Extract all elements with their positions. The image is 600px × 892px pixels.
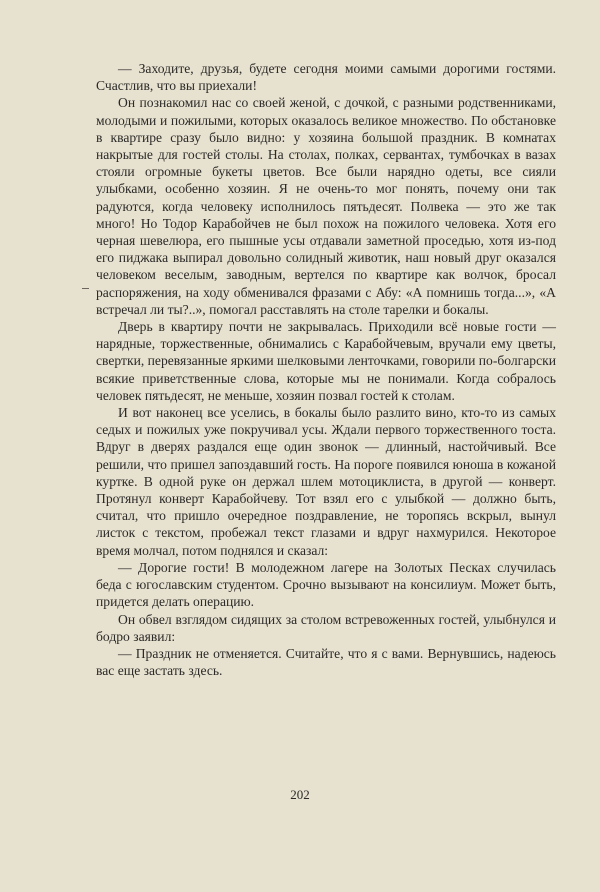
paragraph: И вот наконец все уселись, в бокалы было разлито вино, кто-то из самых седых и пожилых уже покручивал усы. Ждали первого торжественного тоста. Вдруг в дверях раздался еще один звонок — длинный, настойчивый. Все решили, что пришел запоздавший гость. На пороге появился юноша в кожаной куртке. В одной руке он держал шлем мотоциклиста, в другой — конверт. Протянул конверт Карабойчеву. Тот взял его с улыбкой — должно быть, считал, что пришло очередное поздравление, не торопясь вскрыл, вынул листок с текстом, пробежал текст глазами и вдруг нахмурился. Некоторое время молчал, потом поднялся и сказал: xyxy=(96,405,556,558)
page-body-text xyxy=(96,60,556,679)
paragraph: Он обвел взглядом сидящих за столом встревоженных гостей, улыбнулся и бодро заявил: xyxy=(96,611,556,644)
paragraph: — Дорогие гости! В молодежном лагере на Золотых Песках случилась беда с югославским студентом. Срочно вызывают на консилиум. Может быть, придется делать операцию. xyxy=(96,559,556,610)
paragraph: — Праздник не отменяется. Считайте, что я с вами. Вернувшись, надеюсь вас еще застать здесь. xyxy=(96,645,556,679)
paragraph: — Заходите, друзья, будете сегодня моими самыми дорогими гостями. Счастлив, что вы приехали! xyxy=(96,61,556,94)
paragraph: Он познакомил нас со своей женой, с дочкой, с разными родственниками, молодыми и пожилыми, которых оказалось великое множество. По обстановке в квартире сразу было видно: у хозяина большой праздник. В комнатах накрытые для гостей столы. На столах, полках, сервантах, тумбочках в вазах стояли огромные букеты цветов. Все были нарядно одеты, все сияли улыбками, особенно хозяин. Я не очень-то мог понять, почему они так радуются, когда человеку исполнилось пятьдесят. Полвека — это же так много! Но Тодор Карабойчев не был похож на пожилого человека. Хотя его черная шевелюра, его пышные усы отдавали заметной проседью, хотя из-под его пиджака выпирал довольно солидный животик, наш новый друг оказался человеком веселым, заводным, вертелся по квартире как волчок, бросал распоряжения, на ходу обменивался фразами с Абу: «А помнишь тогда...», «А встречал ли ты?..», помогал расставлять на столе тарелки и бокалы. xyxy=(96,95,556,317)
page-number: 202 xyxy=(290,787,310,802)
margin-pencil-mark xyxy=(82,288,89,289)
paragraph: Дверь в квартиру почти не закрывалась. Приходили всё новые гости — нарядные, торжественные, обнимались с Карабойчевым, вручали ему цветы, свертки, перевязанные яркими шелковыми ленточками, говорили по-болгарски всякие приветственные слова, которые мы не понимали. Когда собралось человек пятьдесят, не меньше, хозяин позвал гостей к столам. xyxy=(96,319,556,403)
